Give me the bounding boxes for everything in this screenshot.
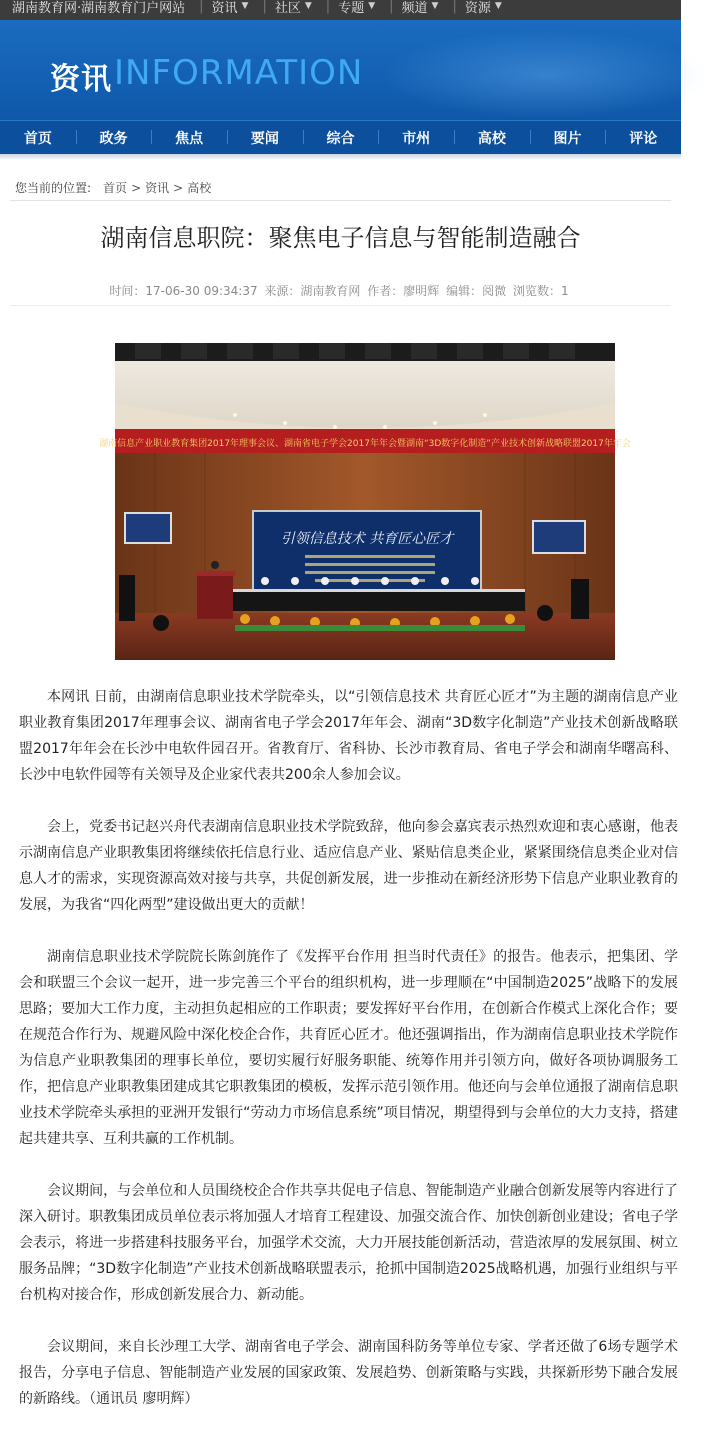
article-meta [0,282,681,299]
nav-universities[interactable]: 高校 [454,128,530,148]
breadcrumb-separator: > [173,180,184,195]
top-divider: | [452,0,457,14]
banner-glow [380,30,710,120]
meta-time: 时间：17-06-30 09:34:37 [109,284,258,298]
top-menu-label: 资讯 [211,0,238,16]
top-divider: | [389,0,394,14]
meta-author: 作者：廖明辉 [367,284,440,298]
top-divider: | [262,0,267,14]
site-name-link[interactable]: 湖南教育网·湖南教育门户网站 [12,0,186,16]
nav-shadow [0,154,681,159]
top-divider: | [199,0,204,14]
breadcrumb [15,179,211,196]
chevron-down-icon: ▼ [241,1,249,11]
article-paragraph: 湖南信息职业技术学院院长陈剑旄作了《发挥平台作用 担当时代责任》的报告。他表示，把集团、学会和联盟三个会议一起开，进一步完善三个平台的组织机构，进一步理顺在“中国制造2025”战略下的发展思路；要加大工作力度，主动担负起相应的工作职责；要发挥好平台作用，在创新合作模式上深化合作；要在规范合作行为、规避风险中深化校企合作，共育匠心匠才。他还强调指出，作为湖南信息职业技术学院作为信息产业职教集团的理事长单位，要切实履行好服务职能、统筹作用并引领方向，做好各项协调服务工作，把信息产业职教集团建成其它职教集团的模板，发挥示范引领作用。他还向与会单位通报了湖南信息职业技术学院牵头承担的亚洲开发银行“劳动力市场信息系统”项目情况，期望得到与会单位的大力支持，搭建起共建共享、互利共赢的工作机制。 [19,949,678,1147]
article-body [19,684,678,1438]
nav-general[interactable]: 综合 [303,128,379,148]
nav-pictures[interactable]: 图片 [530,128,606,148]
article-paragraph: 本网讯 日前，由湖南信息职业技术学院牵头，以“引领信息技术 共育匠心匠才”为主题的湖南信息产业职业教育集团2017年理事会议、湖南省电子学会2017年年会、湖南“3D数字化制造”产业技术创新战略联盟2017年年会在长沙中电软件园召开。省教育厅、省科协、长沙市教育局、省电子学会和湖南华曙高科、长沙中电软件园等有关领导及企业家代表共200余人参加会议。 [19,689,678,783]
top-menu-news[interactable] [212,0,249,16]
divider [10,305,671,306]
nav-focus[interactable]: 焦点 [151,128,227,148]
photo-screen-text: 引领信息技术 共育匠心匠才 [280,531,454,547]
meta-views: 浏览数：1 [512,284,569,298]
divider [10,200,671,201]
photo-banner-text: 湖南信息产业职业教育集团2017年理事会议、湖南省电子学会2017年年会暨湖南“3D数字化制造”产业技术创新战略联盟2017年年会 [99,439,631,449]
top-menu-label: 频道 [401,0,428,16]
chevron-down-icon: ▼ [304,1,312,11]
article-paragraph: 会议期间，与会单位和人员围绕校企合作共享共促电子信息、智能制造产业融合创新发展等内容进行了深入研讨。职教集团成员单位表示将加强人才培育工程建设、加强交流合作、加快创新创业建设；省电子学会表示，将进一步搭建科技服务平台，加强学术交流，大力开展技能创新活动，营造浓厚的发展氛围、树立服务品牌；“3D数字化制造”产业技术创新战略联盟表示，抢抓中国制造2025战略机遇，加强行业组织与平台机构对接合作，形成创新发展合力、新动能。 [19,1183,678,1303]
main-nav [0,120,681,154]
breadcrumb-prefix: 您当前的位置: [15,181,92,195]
chevron-down-icon: ▼ [368,1,376,11]
channel-banner [0,20,681,120]
article-title: 湖南信息职院：聚焦电子信息与智能制造融合 [100,224,581,252]
meta-source: 来源：湖南教育网 [264,284,361,298]
article-photo [99,343,631,660]
top-menu-label: 专题 [338,0,365,16]
breadcrumb-separator: > [131,180,142,195]
top-bar [0,0,681,20]
nav-home[interactable]: 首页 [23,130,52,147]
top-menu-community[interactable] [275,0,312,16]
nav-headlines[interactable]: 要闻 [227,128,303,148]
article-paragraph: 会上，党委书记赵兴舟代表湖南信息职业技术学院致辞，他向参会嘉宾表示热烈欢迎和衷心感谢，他表示湖南信息产业职教集团将继续依托信息行业、适应信息产业、紧贴信息类企业，紧紧围绕信息类企业对信息人才的需求，实现资源高效对接与共享，共促创新发展，进一步推动在新经济形势下信息产业职业教育的发展，为我省“四化两型”建设做出更大的贡献！ [19,819,678,913]
meta-editor: 编辑：阅微 [446,284,507,298]
conference-photo-illustration [99,343,631,660]
top-menu-label: 社区 [274,0,301,16]
banner-title-zh: 资讯 [50,62,112,97]
nav-government[interactable]: 政务 [76,128,152,148]
article-paragraph: 会议期间，来自长沙理工大学、湖南省电子学会、湖南国科防务等单位专家、学者还做了6场专题学术报告，分享电子信息、智能制造产业发展的国家政策、发展趋势、创新策略与实践，共探新形势下融合发展的新路线。（通讯员 廖明辉） [19,1339,678,1407]
breadcrumb-home[interactable]: 首页 [103,181,128,195]
top-menu-topics[interactable] [338,0,375,16]
top-menu-label: 资源 [464,0,491,16]
banner-title-en: INFORMATION [114,53,364,93]
top-menu-resources[interactable] [465,0,502,16]
nav-cities[interactable]: 市州 [378,128,454,148]
breadcrumb-universities[interactable]: 高校 [187,181,212,195]
top-menu-channels[interactable] [402,0,439,16]
nav-comments[interactable]: 评论 [605,128,681,148]
chevron-down-icon: ▼ [431,1,439,11]
breadcrumb-news[interactable]: 资讯 [145,181,170,195]
top-divider: | [325,0,331,14]
chevron-down-icon: ▼ [494,1,502,11]
